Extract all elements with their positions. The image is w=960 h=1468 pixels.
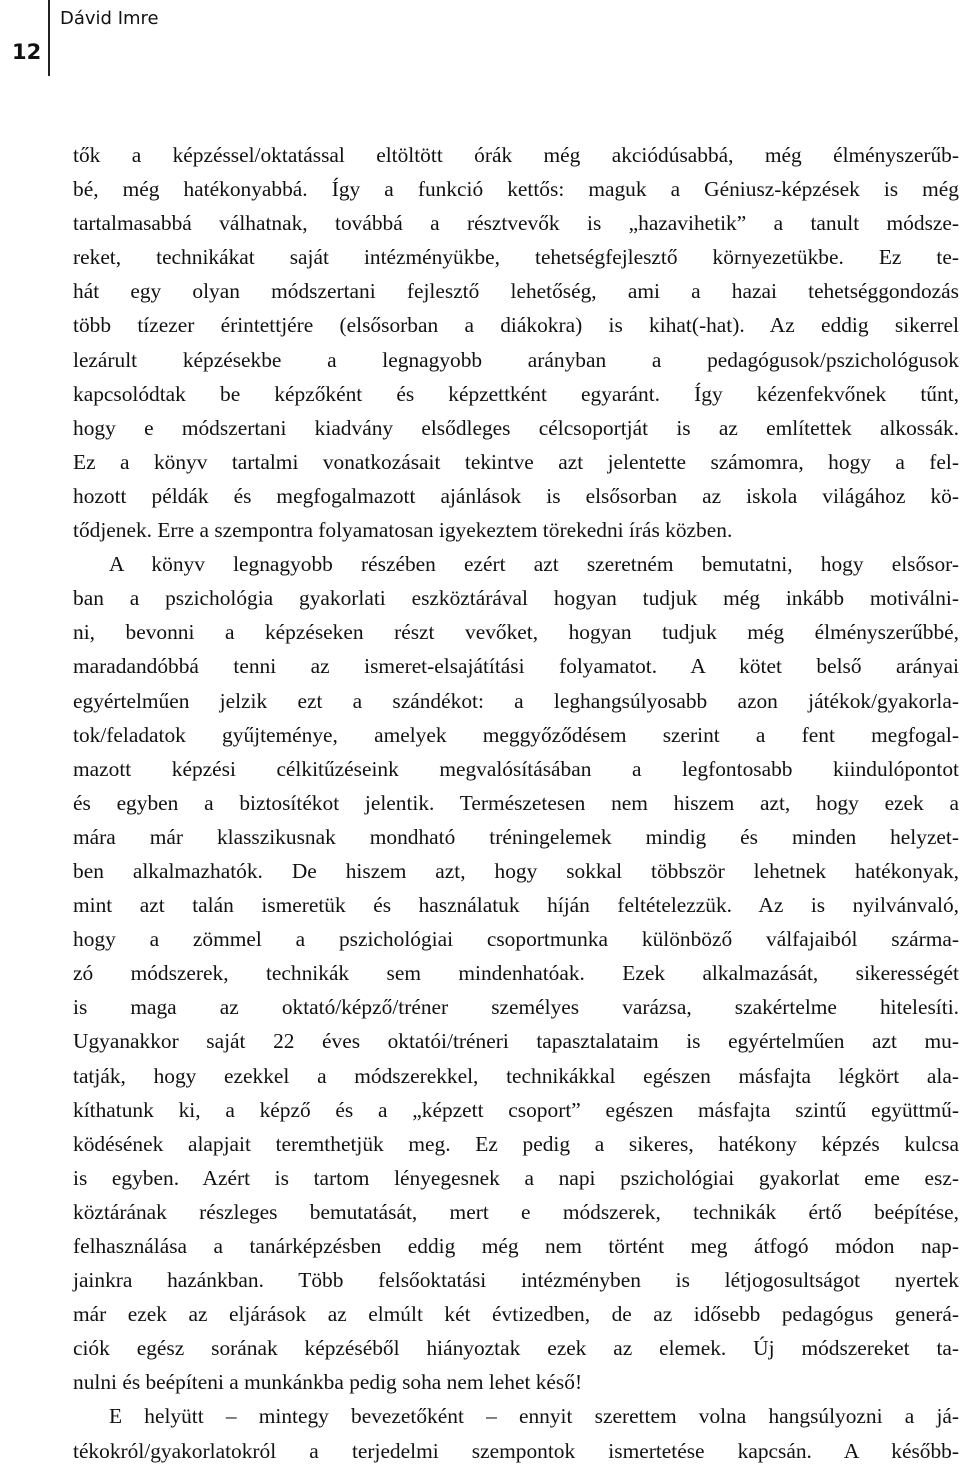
text-line: hozott példák és megfogalmazott ajánlások is elsősorban az iskola világához kö-: [73, 483, 959, 508]
text-line: Ez a könyv tartalmi vonatkozásait tekintve azt jelentette számomra, hogy a fel-: [73, 449, 959, 474]
paragraph-first-line: A könyv legnagyobb részében ezért azt szeretném bemutatni, hogy elsősor-: [109, 552, 959, 577]
text-line: köztárának részleges bemutatását, mert e módszerek, technikák értő beépítése,: [73, 1199, 959, 1224]
text-line: mazott képzési célkitűzéseink megvalósításában a legfontosabb kiindulópontot: [73, 756, 959, 781]
text-line: tők a képzéssel/oktatással eltöltött órák még akciódúsabbá, még élményszerűb-: [73, 143, 959, 167]
text-line: zó módszerek, technikák sem mindenhatóak. Ezek alkalmazását, sikerességét: [73, 961, 959, 986]
text-line: hogy a zömmel a pszichológiai csoportmunka különböző válfajaiból szárma-: [73, 927, 959, 952]
text-line: kapcsolódtak be képzőként és képzettként egyaránt. Így kézenfekvőnek tűnt,: [73, 381, 959, 406]
text-line: tékokról/gyakorlatokról a terjedelmi szempontok ismertetése kapcsán. A később-: [73, 1438, 959, 1463]
text-line: és egyben a biztosítékot jelentik. Természetesen nem hiszem azt, hogy ezek a: [73, 790, 959, 815]
paragraph-first-line: E helyütt – mintegy bevezetőként – ennyit szerettem volna hangsúlyozni a já-: [109, 1404, 959, 1429]
text-line: reket, technikákat saját intézményükbe, tehetségfejlesztő környezetükbe. Ez te-: [73, 245, 959, 270]
text-line: jainkra hazánkban. Több felsőoktatási intézményben is létjogosultságot nyertek: [73, 1268, 959, 1293]
text-line: maradandóbbá tenni az ismeret-elsajátítási folyamatot. A kötet belső arányai: [73, 654, 959, 679]
text-line: nulni és beépíteni a munkánkba pedig soha nem lehet késő!: [73, 1370, 583, 1395]
page-header: [0, 0, 960, 80]
text-line: kíthatunk ki, a képző és a „képzett csoport” egészen másfajta szintű együttmű-: [73, 1097, 959, 1122]
text-line: több tízezer érintettjére (elsősorban a diákokra) is kihat(-hat). Az eddig sikerrel: [73, 313, 959, 338]
text-line: ben alkalmazhatók. De hiszem azt, hogy sokkal többször lehetnek hatékonyak,: [73, 858, 959, 883]
text-line: tartalmasabbá válhatnak, továbbá a résztvevők is „hazavihetik” a tanult módsze-: [73, 211, 959, 236]
text-line: mára már klasszikusnak mondható tréningelemek mindig és minden helyzet-: [73, 824, 959, 849]
text-line: lezárult képzésekbe a legnagyobb arányban a pedagógusok/pszichológusok: [73, 347, 959, 372]
text-line: hogy e módszertani kiadvány elsődleges célcsoportját is az említettek alkossák.: [73, 415, 959, 440]
text-line: ni, bevonni a képzéseken részt vevőket, hogyan tudjuk még élményszerűbbé,: [73, 620, 959, 645]
running-head-author: Dávid Imre: [60, 8, 159, 29]
text-line: hát egy olyan módszertani fejlesztő lehetőség, ami a hazai tehetséggondozás: [73, 279, 959, 304]
text-line: felhasználása a tanárképzésben eddig még nem történt meg átfogó módon nap-: [73, 1234, 959, 1258]
text-line: ciók egész sorának képzéséből hiányoztak ezek az elemek. Új módszereket ta-: [73, 1336, 959, 1361]
text-line: ködésének alapjait teremthetjük meg. Ez pedig a sikeres, hatékony képzés kulcsa: [73, 1131, 959, 1156]
text-line: Ugyanakkor saját 22 éves oktatói/tréneri tapasztalataim is egyértelműen azt mu-: [73, 1029, 959, 1054]
text-line: bé, még hatékonyabbá. Így a funkció kettős: maguk a Géniusz-képzések is még: [73, 177, 959, 202]
text-line: tok/feladatok gyűjteménye, amelyek meggyőződésem szerint a fent megfogal-: [73, 722, 959, 747]
text-line: mint azt talán ismeretük és használatuk híján feltételezzük. Az is nyilvánvaló,: [73, 893, 959, 918]
body-text: [73, 138, 959, 1468]
header-divider: [48, 0, 50, 76]
text-line: már ezek az eljárások az elmúlt két évtizedben, de az idősebb pedagógus generá-: [73, 1302, 959, 1327]
text-line: tatják, hogy ezekkel a módszerekkel, technikákkal egészen másfajta légkört ala-: [73, 1063, 959, 1088]
text-line: egyértelműen jelzik ezt a szándékot: a leghangsúlyosabb azon játékok/gyakorla-: [73, 688, 959, 713]
text-line: is egyben. Azért is tartom lényegesnek a napi pszichológiai gyakorlat eme esz-: [73, 1165, 959, 1190]
text-line: is maga az oktató/képző/tréner személyes varázsa, szakértelme hitelesíti.: [73, 995, 959, 1020]
text-line: ban a pszichológia gyakorlati eszköztárával hogyan tudjuk még inkább motiválni-: [73, 586, 959, 611]
text-line: tődjenek. Erre a szempontra folyamatosan igyekeztem törekedni írás közben.: [73, 518, 733, 543]
page-number: 12: [12, 40, 42, 64]
